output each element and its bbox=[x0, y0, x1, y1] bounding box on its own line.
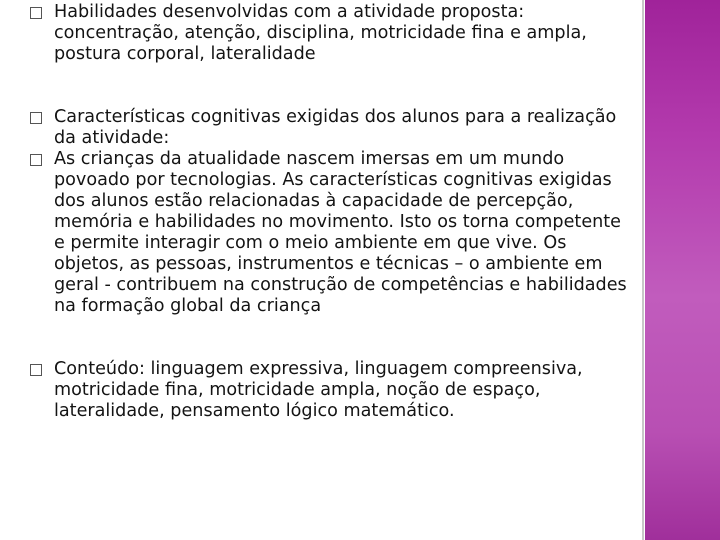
side-divider bbox=[642, 0, 644, 540]
bullet-item-description bbox=[30, 149, 630, 317]
bullet-box-icon bbox=[30, 154, 42, 166]
bullet-text: Habilidades desenvolvidas com a atividade proposta: concentração, atenção, disciplina, motricidade fina e ampla, postura corporal, lateralidade bbox=[54, 2, 587, 64]
bullet-text: As crianças da atualidade nascem imersas em um mundo povoado por tecnologias. As características cognitivas exigidas dos alunos estão relacionadas à capacidade de percepção, memória e habilidades no movimento. Isto os torna competente e permite interagir com o meio ambiente em que vive. Os objetos, as pessoas, instrumentos e técnicas – o ambiente em geral - contribuem na construção de competências e habilidades na formação global da criança bbox=[54, 149, 627, 316]
bullet-item-content bbox=[30, 359, 630, 422]
bullet-text: Conteúdo: linguagem expressiva, linguagem compreensiva, motricidade fina, motricidade ampla, noção de espaço, lateralidade, pensamento lógico matemático. bbox=[54, 359, 583, 421]
slide-content bbox=[30, 2, 630, 422]
bullet-item-skills bbox=[30, 2, 630, 65]
bullet-text: Características cognitivas exigidas dos alunos para a realização da atividade: bbox=[54, 107, 617, 148]
side-accent-bar bbox=[645, 0, 720, 540]
bullet-item-cognitive bbox=[30, 107, 630, 149]
bullet-box-icon bbox=[30, 112, 42, 124]
bullet-box-icon bbox=[30, 364, 42, 376]
bullet-box-icon bbox=[30, 7, 42, 19]
